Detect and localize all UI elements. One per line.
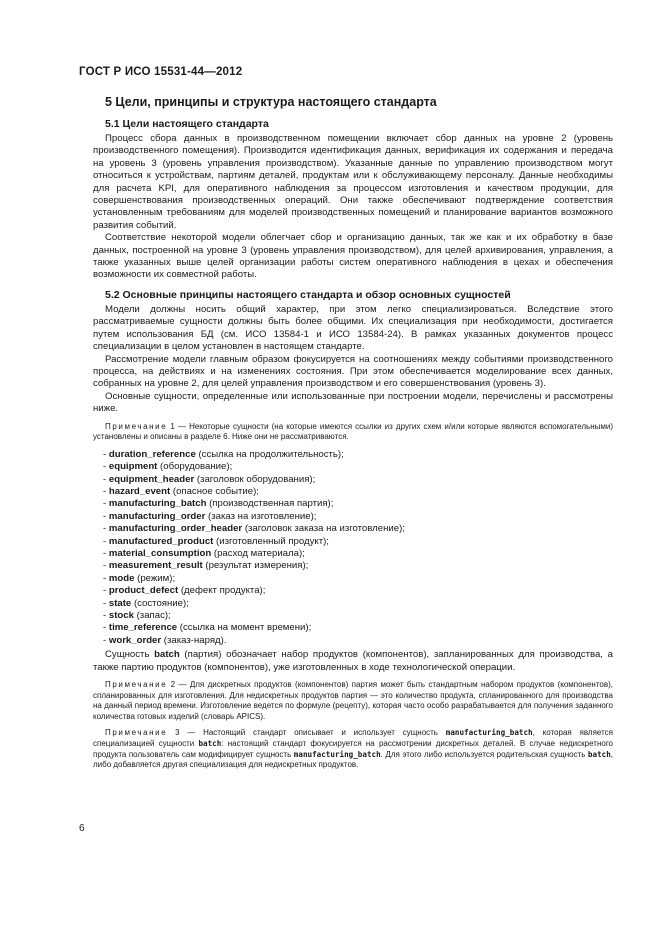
term: batch <box>198 739 222 748</box>
paragraph: Соответствие некоторой модели облегчает сбор и организацию данных, так же как и их обработку в базе данных, построенной на уровне 3 (уровень управления производством), для целей архивирования, управления, а также указанных выше целей организации работы систем оперативного наблюдения в цехах и обеспечения возможности их совместной работы. <box>93 232 613 281</box>
term: manufacturing_batch <box>293 749 381 759</box>
entity-name: duration_reference <box>108 448 196 460</box>
list-item: - state (состояние); <box>103 597 189 609</box>
entity-name: manufacturing_order <box>108 510 206 522</box>
entity-description: (дефект продукта); <box>178 585 266 597</box>
entity-description: (расход материала); <box>211 547 305 559</box>
list-item: - stock (запас); <box>103 610 171 621</box>
list-item: - manufacturing_batch (производственная партия); <box>103 498 334 510</box>
note-label: Примечание <box>105 421 168 431</box>
entity-name: time_reference <box>108 622 178 634</box>
term: batch <box>587 749 611 759</box>
note-label: Примечание <box>105 680 168 690</box>
note-1 <box>93 422 613 443</box>
entity-name: hazard_event <box>108 485 171 497</box>
subsection-heading-5-2: 5.2 Основные принципы настоящего стандарта и обзор основных сущностей <box>105 288 511 301</box>
entity-list <box>103 449 613 648</box>
entity-description: (ссылка на момент времени); <box>177 622 312 634</box>
note-text: : настоящий стандарт фокусируется на рассмотрении дискретных деталей. В случае недискретного продукта пользователь сам модифицирует сущность <box>93 739 614 759</box>
list-item: - measurement_result (результат измерения); <box>103 560 309 572</box>
text: Сущность <box>105 649 155 661</box>
note-text: 1 — Некоторые сущности (на которые имеются ссылки из других схем и/или которые являются вспомогательными) установлены и описаны в разделе 6. Ниже они не рассматриваются. <box>93 421 613 442</box>
entity-description: (заказ на изготовление); <box>205 510 317 522</box>
list-item: - manufacturing_order_header (заголовок заказа на изготовление); <box>103 523 405 535</box>
paragraph: Модели должны носить общий характер, при этом легко специализироваться. Вследствие этого рассматриваемые сущности должны быть более общими. Их специализация при необходимости, достигается путем использования БД (см. ИСО 13584-1 и ИСО 13584-24). В рамках указанных документов процесс специализации в целом установлен в настоящем стандарте. <box>93 303 613 353</box>
term: manufacturing_batch <box>445 728 533 738</box>
entity-name: state <box>108 597 132 609</box>
entity-description: (изготовленный продукт); <box>213 535 329 547</box>
list-item: - mode (режим); <box>103 572 176 584</box>
document-body <box>93 93 613 777</box>
entity-name: manufacturing_order_header <box>108 523 243 535</box>
list-item: - equipment_header (заголовок оборудования); <box>103 473 316 485</box>
entity-description: (опасное событие); <box>170 485 259 497</box>
subsection-heading-5-1: 5.1 Цели настоящего стандарта <box>105 118 269 130</box>
entity-name: product_defect <box>108 585 179 597</box>
list-item: - work_order (заказ-наряд). <box>103 634 227 646</box>
paragraph: Рассмотрение модели главным образом фокусируется на соотношениях между событиями производственного процесса, на действиях и на изменениях состояния. При этом обеспечивается моделирование всех данных, собранных на уровне 2, для целей управления производством и его совершенствования (уровень 3). <box>93 353 613 390</box>
entity-description: (запас); <box>133 610 171 621</box>
entity-name: material_consumption <box>108 547 212 559</box>
entity-description: (производственная партия); <box>206 498 334 510</box>
list-item: - manufacturing_order (заказ на изготовление); <box>103 510 317 522</box>
entity-name: manufactured_product <box>108 535 214 547</box>
list-item: - product_defect (дефект продукта); <box>103 585 266 597</box>
note-3 <box>93 728 613 770</box>
list-item: - equipment (оборудование); <box>103 461 233 473</box>
list-item: - time_reference (ссылка на момент времени); <box>103 622 312 634</box>
note-text: , либо добавляется другая специализация для недискретных продуктов. <box>93 749 614 770</box>
entity-name: manufacturing_batch <box>108 498 207 510</box>
entity-description: (заголовок заказа на изготовление); <box>242 523 405 535</box>
list-item: - material_consumption (расход материала); <box>103 547 305 559</box>
text: (партия) обозначает набор продуктов (компонентов), запланированных для производства, а также партию продуктов (компонентов), уже изготовленных в ходе технологической операции. <box>93 649 614 673</box>
entity-name: work_order <box>108 634 162 646</box>
entity-name: measurement_result <box>108 560 203 572</box>
note-text: 2 — Для дискретных продуктов (компонентов) партия может быть стандартным набором продуктов (компонентов), спланированных для изготовления. Для недискретных продуктов партия — это количество продукта, спланированного для производства на данный период времени. Изготовление ведется по формуле (рецепту), которая часто особо разрабатывается для получения заданного количества готовых изделий (словарь APICS). <box>93 680 613 721</box>
note-label: Примечание <box>105 728 168 738</box>
section-heading: 5 Цели, принципы и структура настоящего стандарта <box>105 95 437 109</box>
paragraph: Основные сущности, определенные или использованные при построении модели, перечислены и рассмотрены ниже. <box>93 390 613 415</box>
note-text: , которая является специализацией сущности <box>93 728 613 748</box>
entity-name: stock <box>108 610 134 621</box>
entity-description: (результат измерения); <box>202 560 309 572</box>
document-header: ГОСТ Р ИСО 15531-44—2012 <box>79 66 243 78</box>
note-text: . Для этого либо используется родительская сущность <box>380 749 588 759</box>
paragraph: Процесс сбора данных в производственном помещении включает сбор данных на уровне 2 (уровень производственного помещения). Производится идентификация данных, верификация их содержания и передача на уровень 3 (уровень управления производством). Указанные данные по управлению производством могут относиться к устройствам, партиям деталей, продуктам или к обслуживающему персоналу. Данные необходимы для расчета KPI, для оперативного наблюдения за процессом изготовления и качеством продукции, для совершенствования производственных операций. Они также обеспечивают подтверждение соответствия установленным требованиям для моделей производственных помещений и планирование вариантов возможного развития событий. <box>93 133 613 231</box>
entity-description: (состояние); <box>131 597 189 609</box>
entity-description: (ссылка на продолжительность); <box>195 448 344 460</box>
entity-name: equipment_header <box>108 473 195 485</box>
entity-description: (заголовок оборудования); <box>194 473 316 485</box>
paragraph-batch <box>93 649 613 674</box>
page-number: 6 <box>79 823 85 834</box>
entity-name: equipment <box>108 461 158 473</box>
note-text: 3 — Настоящий стандарт описывает и использует сущность <box>167 728 446 738</box>
entity-description: (режим); <box>134 572 176 584</box>
entity-description: (заказ-наряд). <box>161 634 227 646</box>
list-item: - manufactured_product (изготовленный продукт); <box>103 535 329 547</box>
entity-description: (оборудование); <box>157 461 233 473</box>
list-item: - duration_reference (ссылка на продолжительность); <box>103 448 344 460</box>
note-2 <box>93 680 613 722</box>
list-item: - hazard_event (опасное событие); <box>103 485 259 497</box>
entity-name: mode <box>108 572 135 584</box>
term: batch <box>154 649 180 661</box>
